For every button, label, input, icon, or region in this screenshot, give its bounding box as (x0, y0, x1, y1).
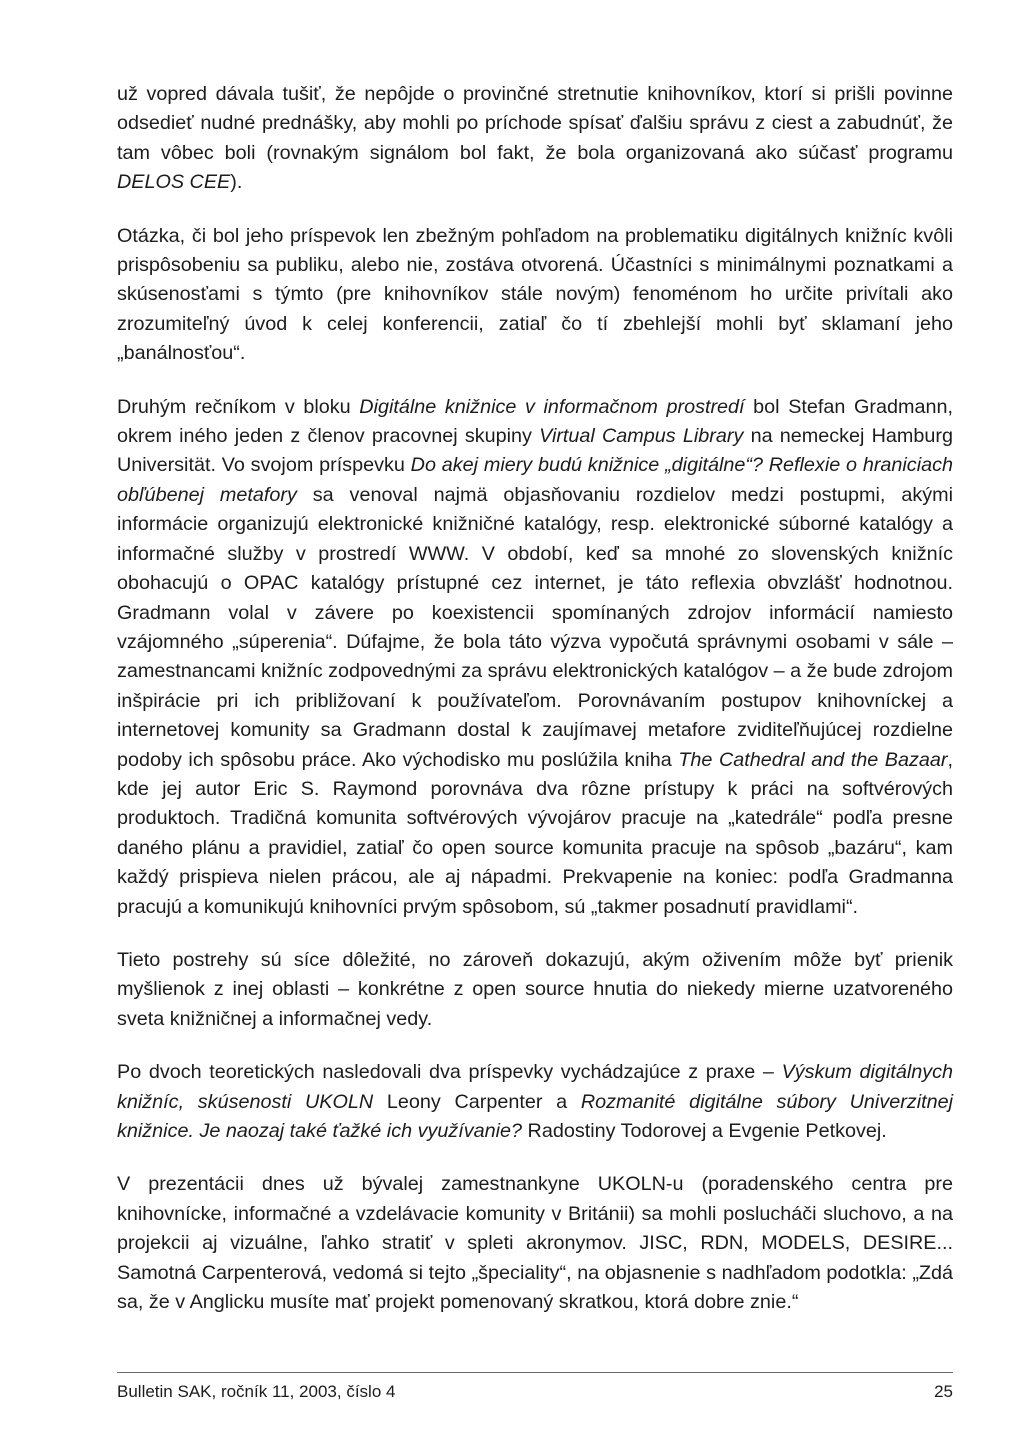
paragraph-3 (117, 393, 953, 922)
paragraph-6 (117, 1170, 953, 1317)
text-run: Radostiny Todorovej a Evgenie Petkovej. (522, 1120, 887, 1142)
text-run: ). (230, 171, 243, 194)
italic-run: DELOS CEE (117, 171, 231, 194)
paragraph-2 (117, 222, 953, 369)
article-body (117, 80, 953, 1341)
paragraph-5 (117, 1058, 953, 1146)
text-run: Leony Carpenter a (373, 1090, 581, 1113)
text-run: , kde jej autor Eric S. Raymond porovnáva dva rôzne prístupy k práci na softvérových produktoch. Tradičná komunita softvérových vývojárov pracuje na „katedrále“ podľa presne daného plánu a pravidiel, zatiaľ čo open source komunita pracuje na spôsob „bazáru“, kam každý prispieva nielen prácou, ale aj nápadmi. Prekvapenie na koniec: podľa Gradmanna pracujú a komunikujú knihovníci prvým spôsobom, sú „takmer posadnutí pravidlami“. (117, 748, 953, 918)
italic-run: The Cathedral and the Bazaar (678, 748, 948, 771)
italic-run: Digitálne knižnice v informačnom prostredí (359, 395, 745, 418)
page-footer (117, 1381, 953, 1403)
text-run: Tieto postrehy sú síce dôležité, no zároveň dokazujú, akým oživením môže byť prienik myšlienok z inej oblasti – konkrétne z open source hnutia do niekedy mierne uzatvoreného sveta knižničnej a informačnej vedy. (117, 948, 953, 1030)
italic-run: Rozmanité digitálne súbory Univerzitnej knižnice. Je naozaj také ťažké ich využívanie? (117, 1090, 953, 1142)
text-run: bol Stefan Gradmann, okrem iného jeden z členov pracovnej skupiny (117, 395, 953, 448)
text-run: Otázka, či bol jeho príspevok len zbežným pohľadom na problematiku digitálnych knižníc kvôli prispôsobeniu sa publiku, alebo nie, zostáva otvorená. Účastníci s minimálnymi poznatkami a skúsenosťami s týmto (pre knihovníkov stále novým) fenoménom ho určite privítali ako zrozumiteľný úvod k celej konferencii, zatiaľ čo tí zbehlejší mohli byť sklamaní jeho „banálnosťou“. (117, 224, 953, 365)
italic-run: Do akej miery budú knižnice „digitálne“? Reflexie o hraniciach obľúbenej metafory (117, 454, 953, 506)
text-run: sa venoval najmä objasňovaniu rozdielov medzi postupmi, akými informácie organizujú elektronické knižničné katalógy, resp. elektronické súborné katalógy a informačné služby v prostredí WWW. V období, keď sa mnohé zo slovenských knižníc obohacujú o OPAC katalógy prístupné cez internet, je táto reflexia obvzlášť hodnotnou. Gradmann volal v závere po koexistencii spomínaných zdrojov informácií namiesto vzájomného „súperenia“. Dúfajme, že bola táto výzva vypočutá správnymi osobami v sále – zamestnancami knižníc zodpovednými za správu elektronických katalógov – a že bude zdrojom inšpirácie pri ich približovaní k používateľom. Porovnávaním postupov knihovníckej a internetovej komunity sa Gradmann dostal k zaujímavej metafore zviditeľňujúcej rozdielne podoby ich spôsobu práce. Ako východisko mu poslúžila kniha (117, 483, 953, 771)
footer-publication: Bulletin SAK, ročník 11, 2003, číslo 4 (117, 1382, 396, 1401)
text-run: už vopred dávala tušiť, že nepôjde o provinčné stretnutie knihovníkov, ktorí si prišli povinne odsedieť nudné prednášky, aby mohli po príchode spísať ďalšiu správu z ciest a zabudnúť, že tam vôbec boli (rovnakým signálom bol fakt, že bola organizovaná ako súčasť programu (117, 83, 953, 164)
paragraph-4 (117, 946, 953, 1034)
footer-page-number: 25 (934, 1382, 953, 1401)
footer-divider (117, 1372, 953, 1373)
text-run: na nemeckej Hamburg Universität. Vo svojom príspevku (117, 425, 953, 477)
text-run: Po dvoch teoretických nasledovali dva príspevky vychádzajúce z praxe – (117, 1061, 782, 1084)
text-run: V prezentácii dnes už bývalej zamestnankyne UKOLN-u (poradenského centra pre knihovnícke, informačné a vzdelávacie komunity v Británii) sa mohli poslucháči sluchovo, a na projekcii aj vizuálne, ľahko stratiť v spleti akronymov. JISC, RDN, MODELS, DESIRE... Samotná Carpenterová, vedomá si tejto „špeciality“, na objasnenie s nadhľadom podotkla: „Zdá sa, že v Anglicku musíte mať projekt pomenovaný skratkou, ktorá dobre znie.“ (117, 1173, 953, 1314)
paragraph-1 (117, 80, 953, 198)
italic-run: Výskum digitálnych knižníc, skúsenosti UKOLN (117, 1061, 954, 1113)
text-run: Druhým rečníkom v bloku (117, 395, 360, 418)
italic-run: Virtual Campus Library (539, 425, 744, 448)
